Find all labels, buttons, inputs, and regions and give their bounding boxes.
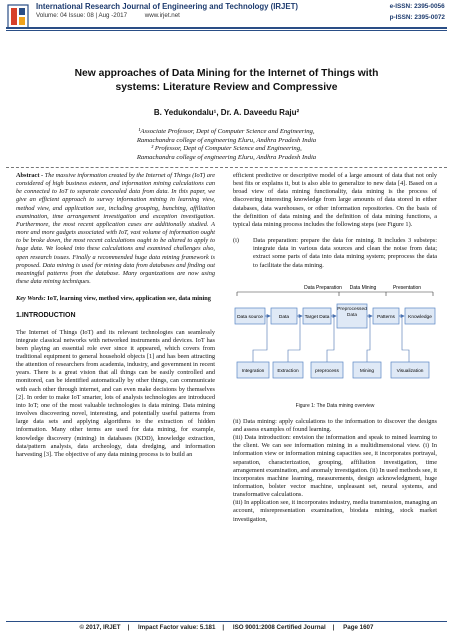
affiliation-line: ¹Associate Professor, Dept of Computer Science and Engineering, [138,128,315,135]
list-marker: (i) [233,237,239,245]
footer-rule [6,621,447,622]
abstract-text: The massive information created by the Internet of Things (IoT) are considered of high business esteem, and information mining calculations can be connected to IoT to separate concealed data from data. In this paper, we give an efficient approach to survey information mining in learning view, method view, and application see, including grouping, bunching, affiliation examination, time arrangement investigation and exception investigation. Furthermore, the most recent application cases are additionally studied. A more and more gadgets associated with IoT, vast volume of information ought to be broke down, the most recent calculations ought to be altered to apply to huge data. We looked into these calculations and examined challenges also, open research issues. Finally a recommended huge data mining framework is proposed. Data mining is used for mining data from databases and finding out meaningful patterns from the database. Many organizations are now using these data mining techniques. [16,172,215,286]
footer-iso: ISO 9001:2008 Certified Journal [232,624,326,631]
pissn: p-ISSN: 2395-0072 [389,13,445,21]
eissn: e-ISSN: 2395-0056 [389,3,445,10]
stage-label-preparation: Data Preparation [304,284,342,291]
diagram-box-target-data [303,308,331,324]
diagram-box-data [271,308,297,324]
data-mining-diagram [233,276,437,400]
affiliations [20,128,433,163]
footer-impact: Impact Factor value: 5.181 [138,624,216,631]
keywords-label: Key Words: [16,295,48,303]
section-heading: 1.INTRODUCTION [16,312,76,320]
svg-text:Mining: Mining [359,368,375,374]
journal-header [36,2,298,19]
process-box-mining [353,362,381,378]
issn-block [390,2,445,23]
header-rule [6,27,447,29]
left-column [16,172,215,459]
keywords-text: IoT, learning view, method view, application see, data mining [47,295,211,303]
affiliation-line: Ramachandra college of engineering Eluru, Andhra Pradesh India [136,154,317,162]
svg-text:preprocess: preprocess [315,368,339,374]
abstract-label: Abstract - [16,172,45,179]
footer-copyright: © 2017, IRJET [79,624,121,631]
affiliation-line: ² Professor, Dept of Computer Science and Engineering, [151,145,302,153]
journal-logo [7,4,29,29]
page-footer: © 2017, IRJET | Impact Factor value: 5.181 | ISO 9001:2008 Certified Journal | Page 1607 [79,624,374,631]
svg-text:Patterns: Patterns [377,314,395,320]
diagram-box-data-source [235,308,265,324]
diagram-box-preprocessed-data: Preprocessed Data [337,304,367,328]
svg-text:Data source: Data source [237,314,263,320]
svg-text:Extraction: Extraction [277,368,299,374]
svg-text:Target Data: Target Data [304,314,330,320]
svg-text:Knowledge: Knowledge [408,314,432,320]
footer-page: Page 1607 [343,624,374,631]
list-text: Data preparation: prepare the data for mining. It includes 3 substeps: integrate data in various data sources and clean the noise from data; extract some parts of data into data mining system; preprocess the data to facilitate the data mining. [253,237,437,269]
svg-text:Data: Data [278,314,290,320]
body-paragraph: (iii) In application see, it incorporates industry, media transmission, managing an account, misrepresentation examination, biodata mining, stock market investigation, [233,499,438,523]
diagram-box-knowledge [405,308,435,324]
process-box-visualization [391,362,429,378]
journal-website[interactable]: www.irjet.net [144,12,180,19]
stage-bracket [237,292,433,296]
diagram-box-patterns [373,308,399,324]
svg-text:Visualization: Visualization [396,368,424,374]
process-box-preprocess [311,362,343,378]
keywords [16,295,215,303]
journal-name: International Research Journal of Engineering and Technology (IRJET) [36,2,298,11]
stage-label-presentation: Presentation [392,284,422,291]
figure-caption: Figure 1: The Data mining overview [295,402,375,409]
body-paragraph: efficient predictive or descriptive model of a large amount of data that not only best fits or explains it, but is also able to generalize to new data [4]. Based on a broad view of data mining functionality, data mining is the process of discovering interesting knowledge from large amounts of data stored in either databases, data warehouses, or other information repositories. On the basis of the definition of data mining and the definition of data mining functions, a typical data mining process includes the following steps (see Figure 1). [233,172,437,228]
paper-authors: B. Yedukondalu¹, Dr. A. Daveedu Raju² [153,108,300,117]
stage-label-mining: Data Mining [349,284,377,291]
body-paragraph: (iii) Data introduction: envision the information and speak to mined learning to the client. We can see information mining in a multidimensional view. (i) In information view or information mining capacities see, it incorporates portrayal, separation, characterization, grouping, affiliation investigation, time arrangement examination, and anomaly investigation. (ii) In used methods see, it incorporates machine learning, measurements, design acknowledgment, huge information, bolster vector machine, unpleasant set, neural systems, and transformative calculations. [233,434,437,499]
section-divider [6,167,447,168]
body-paragraph: (ii) Data mining: apply calculations to the information to discover the designs and assess examples of found learning. [233,417,437,433]
process-box-extraction [273,362,303,378]
process-box-integration [237,362,269,378]
journal-volume: Volume: 04 Issue: 08 | Aug -2017 [36,12,128,19]
figure-1 [233,276,437,416]
intro-paragraph: The Internet of Things (IoT) and its relevant technologies can seamlessly integrate classical networks with networked instruments and devices. IoT has been playing an essential role ever since it appeared, which covers from traditional equipment to general household objects [1] and has been attracting the attention of researchers from academia, industry, and government in recent years. There is a great vision that all things can be easily controlled and monitored, can be identified automatically by other things, can communicate with each other through internet, and can even make decisions by themselves [2]. In order to make IoT smarter, lots of analysis technologies are introduced into IoT; one of the most valuable technologies is data mining. Data mining involves discovering novel, interesting, and potentially useful patterns from large data sets and applying algorithms to the extraction of hidden information. Many other terms are used for data mining, for example, knowledge discovery (mining) in databases (KDD), knowledge extraction, data/pattern analysis, data archeology, data dredging, and information harvesting [3]. The objective of any data mining process is to build an [16,328,215,458]
abstract [16,172,215,286]
svg-text:Integration: Integration [241,368,265,374]
header-rule-thin [6,30,447,31]
affiliation-line: Ramachandra college of engineering Eluru, Andhra Pradesh India [136,136,317,144]
right-column [233,172,437,524]
paper-title: New approaches of Data Mining for the Internet of Things with systems: Literature Review and Compressive [74,68,379,93]
list-item [233,237,437,270]
